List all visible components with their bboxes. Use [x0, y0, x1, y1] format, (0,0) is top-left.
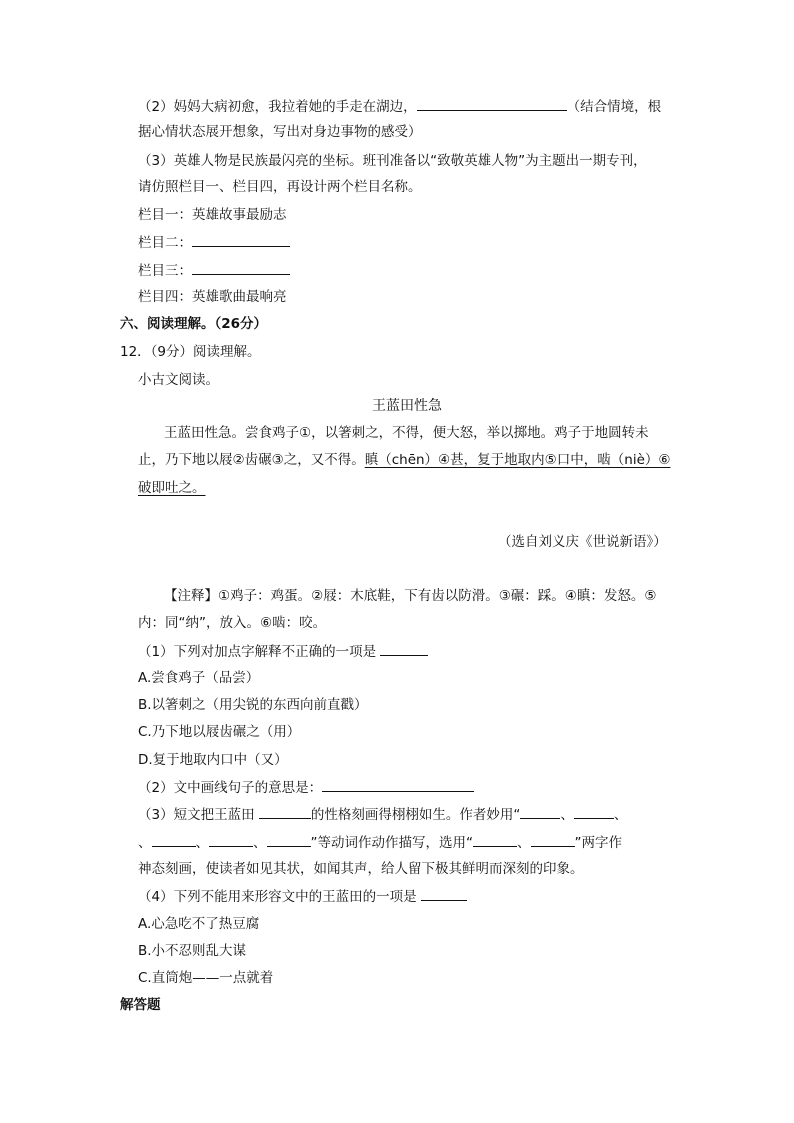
option: C.直筒炮——一点就着: [138, 970, 274, 986]
option: A.心急吃不了热豆腐: [138, 916, 260, 932]
option: C.乃下地以屐齿碾之（用）: [138, 724, 301, 740]
option: B.以箸刺之（用尖锐的东西向前直戳）: [138, 697, 368, 713]
underlined-sentence: 破即吐之。: [138, 480, 206, 496]
answer-blank[interactable]: [520, 804, 560, 819]
answer-blank[interactable]: [421, 886, 467, 901]
answer-blank[interactable]: [574, 804, 614, 819]
sub1-question: （1）下列对加点字解释不正确的一项是: [138, 641, 428, 662]
section-heading: 六、阅读理解。（26分）: [120, 316, 268, 332]
answer-blank[interactable]: [473, 832, 517, 847]
sub3-line3: 神态刻画，使读者如见其状，如闻其声，给人留下极其鲜明而深刻的印象。: [138, 861, 584, 877]
passage-line: 王蓝田性急。尝食鸡子①，以箸刺之，不得，便大怒，举以掷地。鸡子于地圆转未: [164, 425, 649, 441]
option: A.尝食鸡子（品尝）: [138, 670, 260, 686]
q11-part3-line1: （3）英雄人物是民族最闪亮的坐标。班刊准备以“致敬英雄人物”为主题出一期专刊，: [138, 153, 647, 169]
answer-blank[interactable]: [267, 832, 311, 847]
answer-blank[interactable]: [322, 777, 474, 792]
section-heading: 解答题: [120, 997, 161, 1013]
passage-line: [138, 478, 206, 498]
sub3-line1: （3）短文把王蓝田 的性格刻画得栩栩如生。作者妙用“ 、 、: [138, 804, 627, 825]
answer-blank[interactable]: [380, 641, 428, 656]
option: B.小不忍则乱大谋: [138, 943, 247, 959]
q12-intro: 小古文阅读。: [138, 372, 219, 388]
column-4: 栏目四：英雄歌曲最响亮: [138, 289, 287, 305]
column-2: 栏目二：: [138, 232, 290, 253]
sub4-question: （4）下列不能用来形容文中的王蓝田的一项是: [138, 886, 467, 907]
q11-part2-line1: （2）妈妈大病初愈，我拉着她的手走在湖边， （结合情境，根: [138, 96, 661, 117]
answer-blank[interactable]: [531, 832, 575, 847]
answer-blank[interactable]: [259, 804, 311, 819]
answer-blank[interactable]: [192, 232, 290, 247]
answer-blank[interactable]: [152, 832, 196, 847]
column-1: 栏目一：英雄故事最励志: [138, 207, 287, 223]
q11-part3-line2: 请仿照栏目一、栏目四，再设计两个栏目名称。: [138, 179, 422, 195]
q12-stem: 12．（9分）阅读理解。: [120, 344, 261, 360]
notes-line: 【注释】①鸡子：鸡蛋。②屐：木底鞋，下有齿以防滑。③碾：踩。④瞋：发怒。⑤: [164, 588, 657, 604]
answer-blank[interactable]: [417, 96, 567, 111]
underlined-sentence: 瞋（chēn）④甚，复于地取内⑤口中，啮（niè）⑥: [364, 452, 671, 468]
column-3: 栏目三：: [138, 260, 290, 281]
passage-line: 止，乃下地以屐②齿碾③之，又不得。瞋（chēn）④甚，复于地取内⑤口中，啮（niè）⑥: [138, 452, 671, 468]
sub2-question: （2）文中画线句子的意思是：: [138, 777, 474, 798]
notes-line: 内：同“纳”，放入。⑥啮：咬。: [138, 615, 327, 631]
passage-source: （选自刘义庆《世说新语》）: [498, 534, 667, 550]
q11-part2-line2: 据心情状态展开想象，写出对身边事物的感受）: [138, 124, 422, 140]
answer-blank[interactable]: [192, 260, 290, 275]
sub3-line2: 、 、 、 ”等动词作动作描写，选用“ 、 ”两字作: [138, 832, 622, 853]
passage-title: 王蓝田性急: [372, 398, 442, 414]
answer-blank[interactable]: [209, 832, 253, 847]
option: D.复于地取内口中（又）: [138, 752, 288, 768]
